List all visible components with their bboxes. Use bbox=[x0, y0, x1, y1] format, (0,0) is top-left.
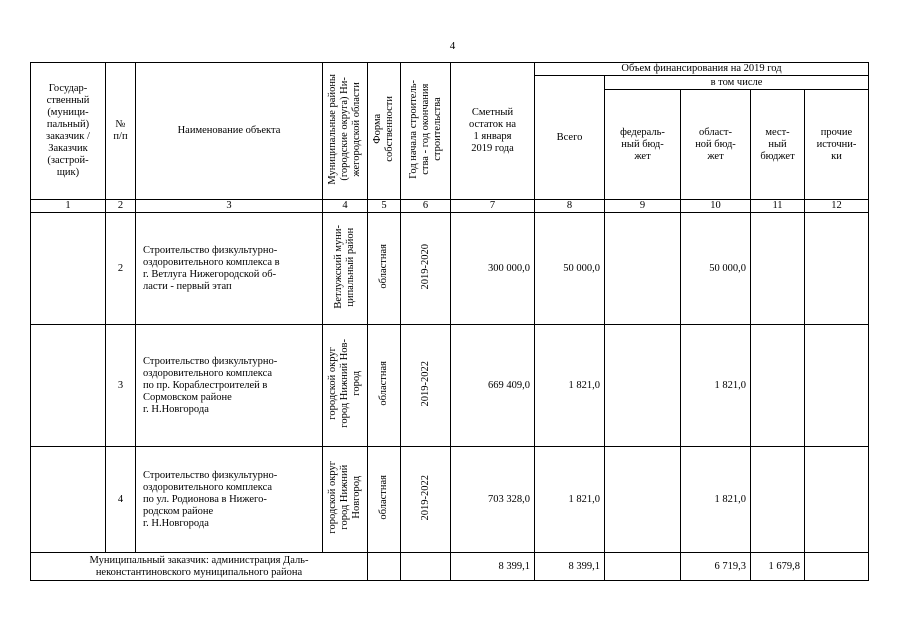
header-ownership-text: Форма собственности bbox=[372, 96, 395, 162]
header-including: в том числе bbox=[605, 76, 869, 90]
cell-number: 4 bbox=[106, 447, 136, 553]
cell-federal bbox=[605, 213, 681, 325]
cell-total: 1 821,0 bbox=[535, 325, 605, 447]
cell-other bbox=[805, 447, 869, 553]
summary-other bbox=[805, 553, 869, 581]
page-number: 4 bbox=[449, 40, 456, 52]
column-number: 12 bbox=[805, 200, 869, 213]
cell-years-text: 2019-2022 bbox=[419, 360, 431, 407]
header-district bbox=[323, 63, 368, 200]
column-number: 2 bbox=[106, 200, 136, 213]
cell-local bbox=[751, 325, 805, 447]
financing-table bbox=[30, 62, 869, 581]
header-years-text: Год начала строитель- ства - год окончания строительства bbox=[407, 79, 443, 179]
summary-regional: 6 719,3 bbox=[681, 553, 751, 581]
cell-years bbox=[401, 213, 451, 325]
header-object-name: Наименование объекта bbox=[136, 63, 323, 200]
column-number: 6 bbox=[401, 200, 451, 213]
column-number: 5 bbox=[368, 200, 401, 213]
cell-number: 2 bbox=[106, 213, 136, 325]
cell-years-text: 2019-2020 bbox=[419, 243, 431, 290]
summary-federal bbox=[605, 553, 681, 581]
summary-label: Муниципальный заказчик: администрация Даль- неконстантиновского муниципального района bbox=[31, 553, 368, 581]
cell-remaining: 703 328,0 bbox=[451, 447, 535, 553]
header-regional: област- ной бюд- жет bbox=[681, 90, 751, 200]
header-years bbox=[401, 63, 451, 200]
cell-local bbox=[751, 213, 805, 325]
cell-remaining: 300 000,0 bbox=[451, 213, 535, 325]
cell-number: 3 bbox=[106, 325, 136, 447]
cell-regional: 1 821,0 bbox=[681, 325, 751, 447]
cell-total: 1 821,0 bbox=[535, 447, 605, 553]
cell-federal bbox=[605, 447, 681, 553]
header-ownership bbox=[368, 63, 401, 200]
summary-years bbox=[401, 553, 451, 581]
column-number: 8 bbox=[535, 200, 605, 213]
cell-years bbox=[401, 325, 451, 447]
cell-remaining: 669 409,0 bbox=[451, 325, 535, 447]
cell-object-name: Строительство физкультурно- оздоровительного комплекса по ул. Родионова в Нижего- родском районе г. Н.Новгорода bbox=[136, 447, 323, 553]
column-number: 3 bbox=[136, 200, 323, 213]
header-other: прочие источни- ки bbox=[805, 90, 869, 200]
cell-total: 50 000,0 bbox=[535, 213, 605, 325]
summary-ownership bbox=[368, 553, 401, 581]
summary-row bbox=[31, 553, 869, 581]
cell-object-name: Строительство физкультурно- оздоровительного комплекса по пр. Кораблестроителей в Сормовском районе г. Н.Новгорода bbox=[136, 325, 323, 447]
column-number: 11 bbox=[751, 200, 805, 213]
cell-district-text: Ветлужский муни- ципальный район bbox=[333, 224, 356, 309]
header-local: мест- ный бюджет bbox=[751, 90, 805, 200]
cell-ownership-text: областная bbox=[378, 361, 389, 406]
table-row bbox=[31, 447, 869, 553]
column-number: 10 bbox=[681, 200, 751, 213]
cell-ownership-text: областная bbox=[378, 475, 389, 520]
header-total: Всего bbox=[535, 76, 605, 200]
cell-years-text: 2019-2022 bbox=[419, 474, 431, 521]
cell-other bbox=[805, 325, 869, 447]
cell-federal bbox=[605, 325, 681, 447]
cell-ownership-text: областная bbox=[378, 244, 389, 289]
header-federal: федераль- ный бюд- жет bbox=[605, 90, 681, 200]
cell-customer bbox=[31, 213, 106, 325]
header-financing: Объем финансирования на 2019 год bbox=[535, 63, 869, 76]
cell-district-text: городской округ город Нижний Нов- город bbox=[327, 339, 362, 428]
cell-ownership bbox=[368, 447, 401, 553]
cell-district bbox=[323, 447, 368, 553]
cell-district-text: городской округ город Нижний Новгород bbox=[327, 461, 362, 534]
cell-ownership bbox=[368, 213, 401, 325]
cell-customer bbox=[31, 447, 106, 553]
cell-local bbox=[751, 447, 805, 553]
cell-object-name: Строительство физкультурно- оздоровительного комплекса в г. Ветлуга Нижегородской об- ласти - первый этап bbox=[136, 213, 323, 325]
table-row bbox=[31, 213, 869, 325]
table-row bbox=[31, 325, 869, 447]
cell-customer bbox=[31, 325, 106, 447]
cell-regional: 1 821,0 bbox=[681, 447, 751, 553]
column-number: 1 bbox=[31, 200, 106, 213]
cell-other bbox=[805, 213, 869, 325]
cell-district bbox=[323, 213, 368, 325]
column-number: 7 bbox=[451, 200, 535, 213]
summary-remaining: 8 399,1 bbox=[451, 553, 535, 581]
summary-local: 1 679,8 bbox=[751, 553, 805, 581]
header-number: № п/п bbox=[106, 63, 136, 200]
cell-district bbox=[323, 325, 368, 447]
column-number: 4 bbox=[323, 200, 368, 213]
column-number: 9 bbox=[605, 200, 681, 213]
cell-years bbox=[401, 447, 451, 553]
cell-ownership bbox=[368, 325, 401, 447]
header-district-text: Муниципальные районы (городские округа) Ни- жегородской области bbox=[327, 73, 362, 185]
header-remaining: Сметный остаток на 1 января 2019 года bbox=[451, 63, 535, 200]
summary-total: 8 399,1 bbox=[535, 553, 605, 581]
cell-regional: 50 000,0 bbox=[681, 213, 751, 325]
header-customer: Государ- ственный (муници- пальный) заказчик / Заказчик (застрой- щик) bbox=[31, 63, 106, 200]
